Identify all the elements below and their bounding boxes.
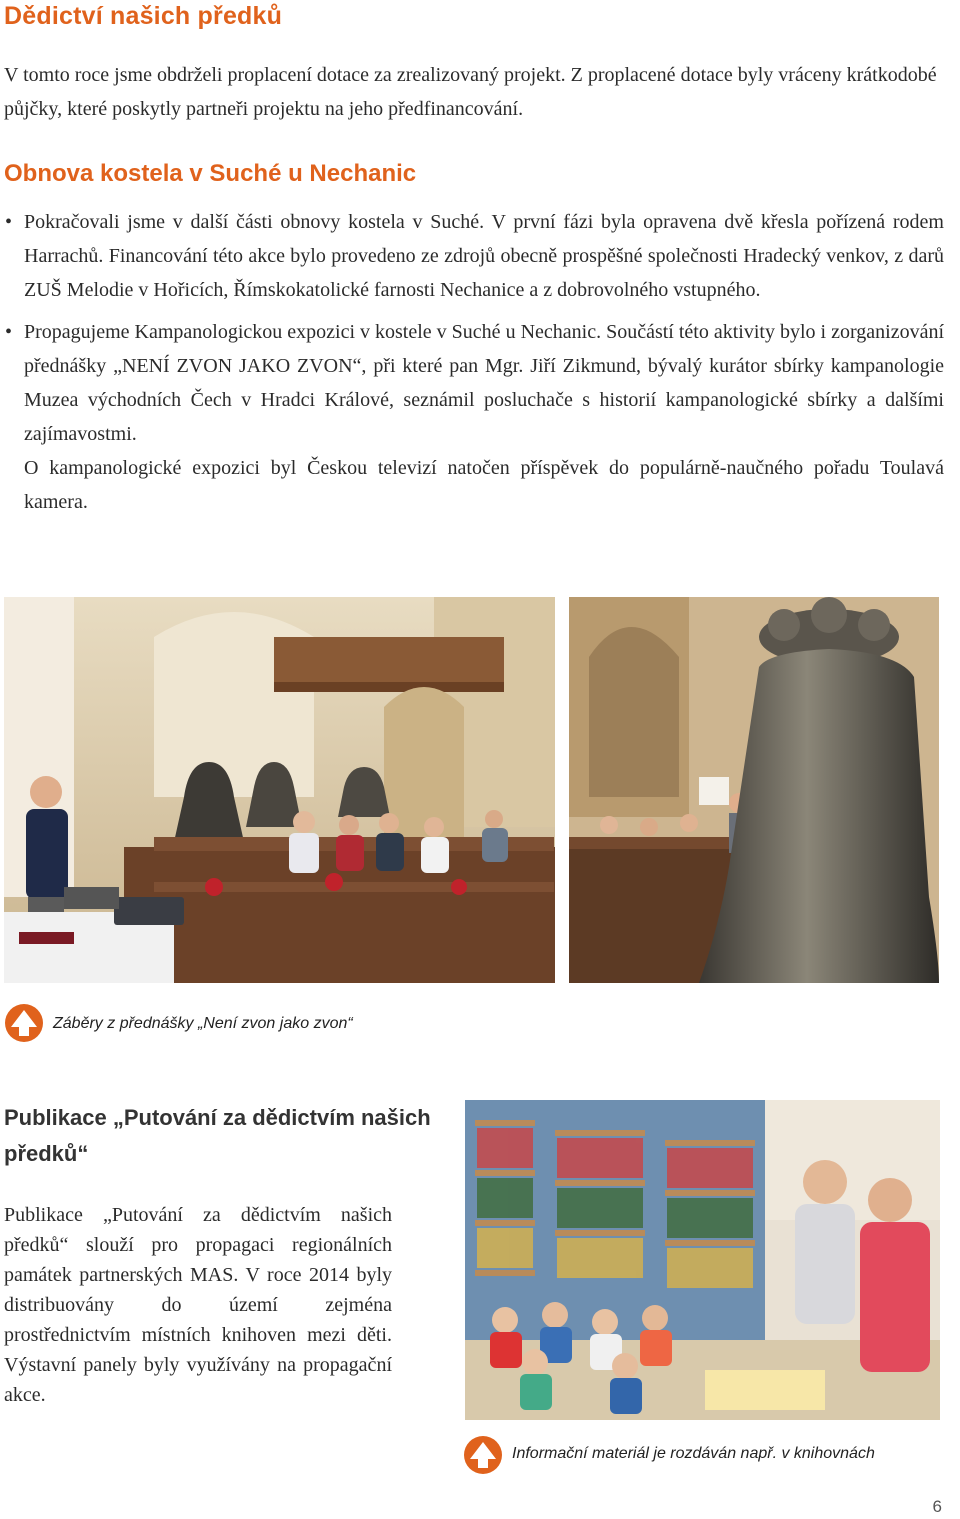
bullet-item-exhibition-continued: O kampanologické expozici byl Českou televizí natočen příspěvek do populárně-naučného pořadu Toulavá kamera. bbox=[24, 457, 944, 513]
photo-library-children bbox=[465, 1100, 940, 1420]
publication-paragraph: Publikace „Putování za dědictvím našich předků“ slouží pro propagaci regionálních památek partnerských MAS. V roce 2014 byly distribuovány do území zejména prostřednictvím místních knihoven mezi děti. Výstavní panely byly využívány na propagační akce. bbox=[4, 1204, 392, 1406]
caption-lecture-photos: Záběry z přednášky „Není zvon jako zvon“ bbox=[53, 1015, 353, 1032]
bullet-item-restoration: • Pokračovali jsme v další části obnovy kostela v Suché. V první fázi byla opravena dvě křesla pořízená rodem Harrachů. Financování této akce bylo provedeno ze zdrojů obecně prospěšné společnosti Hradecký venkov, z darů ZUŠ Melodie v Hořicích, Římskokatolické farnosti Nechanice a z dobrovolného vstupného. bbox=[4, 205, 944, 307]
photo-lecture-audience bbox=[4, 597, 555, 983]
intro-paragraph: V tomto roce jsme obdrželi proplacení dotace za zrealizovaný projekt. Z proplacené dotace byly vráceny krátkodobé půjčky, které poskytly partneři projektu na jeho předfinancování. bbox=[4, 64, 937, 120]
arrow-up-icon bbox=[463, 1435, 503, 1475]
arrow-up-icon bbox=[4, 1003, 44, 1043]
caption-library-photo: Informační materiál je rozdáván např. v knihovnách bbox=[512, 1445, 875, 1462]
bullet-item-exhibition: • Propagujeme Kampanologickou expozici v kostele v Suché u Nechanic. Součástí této aktivity bylo i zorganizování přednášky „NENÍ ZVON JAKO ZVON“, při které pan Mgr. Jiří Zikmund, bývalý kurátor sbírky kampanologie Muzea východních Čech v Hradci Králové, seznámil posluchače s historií kampanologické sbírky a dalšími zajímavostmi. bbox=[4, 315, 944, 451]
bullet-list bbox=[4, 205, 944, 519]
section-heading-publication: Publikace „Putování za dědictvím našich předků“ bbox=[4, 1105, 431, 1166]
photo-large-bell bbox=[569, 597, 939, 983]
section-heading-church: Obnova kostela v Suché u Nechanic bbox=[4, 160, 417, 187]
page-title: Dědictví našich předků bbox=[4, 2, 283, 30]
page-number: 6 bbox=[932, 1497, 942, 1516]
